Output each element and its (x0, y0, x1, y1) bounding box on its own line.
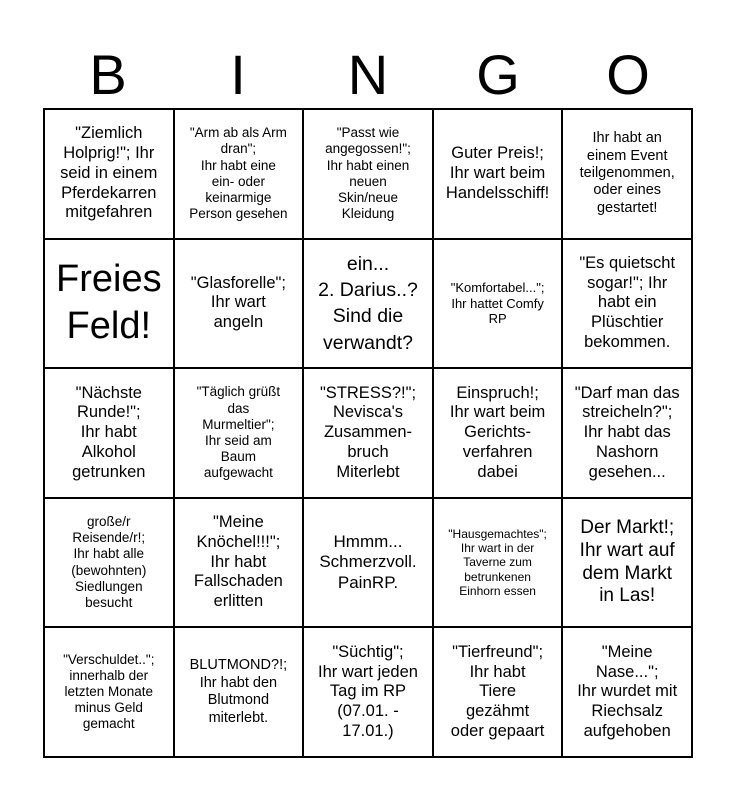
bingo-cell[interactable]: Guter Preis!; Ihr wart beim Handelsschiff! (433, 109, 563, 239)
bingo-cell[interactable]: "Ziemlich Holprig!"; Ihr seid in einem Pferdekarren mitgefahren (44, 109, 174, 239)
bingo-cell[interactable]: "Meine Nase..."; Ihr wurdet mit Riechsalz aufgehoben (562, 627, 692, 757)
bingo-cell[interactable]: Einspruch!; Ihr wart beim Gerichts- verfahren dabei (433, 368, 563, 498)
bingo-cell[interactable]: "Nächste Runde!"; Ihr habt Alkohol getrunken (44, 368, 174, 498)
bingo-cell[interactable]: "Es quietscht sogar!"; Ihr habt ein Plüschtier bekommen. (562, 239, 692, 369)
bingo-cell[interactable]: "Hausgemachtes"; Ihr wart in der Taverne zum betrunkenen Einhorn essen (433, 498, 563, 628)
header-letter-i: I (230, 43, 246, 106)
header-letter-g: G (476, 43, 520, 106)
bingo-cell[interactable]: ein... 2. Darius..? Sind die verwandt? (303, 239, 433, 369)
bingo-cell[interactable]: "Meine Knöchel!!!"; Ihr habt Fallschaden erlitten (174, 498, 304, 628)
bingo-header (43, 42, 693, 108)
bingo-cell[interactable]: "Passt wie angegossen!"; Ihr habt einen neuen Skin/neue Kleidung (303, 109, 433, 239)
bingo-cell[interactable]: Hmmm... Schmerzvoll. PainRP. (303, 498, 433, 628)
bingo-cell[interactable]: "Täglich grüßt das Murmeltier"; Ihr seid am Baum aufgewacht (174, 368, 304, 498)
bingo-cell[interactable]: BLUTMOND?!; Ihr habt den Blutmond miterlebt. (174, 627, 304, 757)
header-letter-n: N (347, 43, 389, 106)
bingo-cell[interactable]: Ihr habt an einem Event teilgenommen, oder eines gestartet! (562, 109, 692, 239)
header-letter-o: O (606, 43, 650, 106)
bingo-cell[interactable]: "Süchtig"; Ihr wart jeden Tag im RP (07.01. - 17.01.) (303, 627, 433, 757)
bingo-cell[interactable]: Der Markt!; Ihr wart auf dem Markt in Las! (562, 498, 692, 628)
bingo-cell[interactable]: "Arm ab als Arm dran"; Ihr habt eine ein- oder keinarmige Person gesehen (174, 109, 304, 239)
bingo-cell[interactable]: "Verschuldet.."; innerhalb der letzten Monate minus Geld gemacht (44, 627, 174, 757)
bingo-board (43, 108, 693, 758)
bingo-cell[interactable]: "Darf man das streicheln?"; Ihr habt das Nashorn gesehen... (562, 368, 692, 498)
bingo-cell[interactable]: große/r Reisende/r!; Ihr habt alle (bewohnten) Siedlungen besucht (44, 498, 174, 628)
bingo-cell[interactable]: "Komfortabel..."; Ihr hattet Comfy RP (433, 239, 563, 369)
header-letter-b: B (89, 43, 127, 106)
bingo-cell[interactable]: "Glasforelle"; Ihr wart angeln (174, 239, 304, 369)
bingo-cell[interactable]: "STRESS?!"; Nevisca's Zusammen- bruch Miterlebt (303, 368, 433, 498)
bingo-cell[interactable]: "Tierfreund"; Ihr habt Tiere gezähmt oder gepaart (433, 627, 563, 757)
free-space-cell[interactable]: Freies Feld! (44, 239, 174, 369)
